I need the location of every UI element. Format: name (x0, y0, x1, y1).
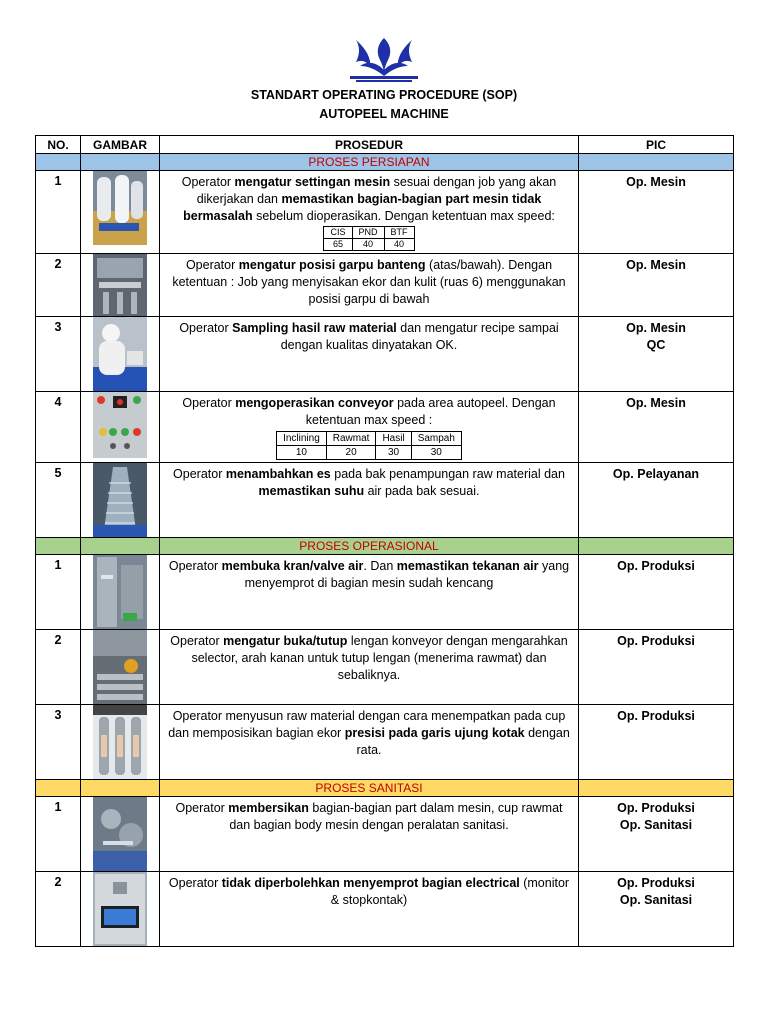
photo-cup-arrangement (93, 705, 147, 779)
speed-header: BTF (384, 227, 414, 239)
table-row (36, 630, 734, 705)
procedure-segment: Operator (168, 876, 222, 890)
procedure-emphasis: memastikan tekanan air (396, 559, 539, 573)
machine-title: AUTOPEEL MACHINE (319, 107, 449, 121)
section-cell (579, 154, 734, 171)
speed-table (323, 226, 414, 251)
row-photo-cell (81, 630, 160, 705)
pic-cell (579, 872, 734, 947)
section-row-persiapan (36, 154, 734, 171)
table-row (36, 317, 734, 392)
col-header-pic: PIC (579, 136, 734, 154)
pic-cell (579, 463, 734, 538)
section-cell (579, 780, 734, 797)
procedure-emphasis: menambahkan es (225, 467, 331, 481)
procedure-segment: Operator (182, 396, 236, 410)
procedure-text (160, 797, 579, 872)
section-row-operasional (36, 538, 734, 555)
procedure-segment: . Dan (363, 559, 397, 573)
table-row (36, 463, 734, 538)
procedure-segment: (monitor & stopkontak) (330, 876, 570, 907)
procedure-emphasis: presisi pada garis ujung kotak (344, 726, 525, 740)
procedure-emphasis: mengoperasikan conveyor (235, 396, 394, 410)
procedure-paragraph (166, 558, 572, 592)
photo-cleaning (93, 797, 147, 871)
row-number: 2 (36, 872, 81, 947)
procedure-segment: Operator (179, 321, 233, 335)
pic-name: Op. Sanitasi (619, 893, 693, 907)
section-cell (36, 538, 81, 555)
photo-conveyor-panel (93, 392, 147, 458)
procedure-segment: dan mengatur recipe sampai dengan kualitas dinyatakan OK. (280, 321, 559, 352)
pic-name: Op. Sanitasi (619, 818, 693, 832)
procedure-segment: (atas/bawah). Dengan ketentuan : Job yang menyisakan ekor dan kulit (ruas 6) menggunakan posisi garpu di bawah (172, 258, 566, 306)
speed-header: Hasil (376, 432, 411, 446)
procedure-text (160, 555, 579, 630)
procedure-emphasis: mengatur buka/tutup (223, 634, 348, 648)
speed-header-row (324, 227, 414, 239)
pic-name: Op. Mesin (626, 321, 686, 335)
section-cell (36, 780, 81, 797)
col-header-no: NO. (36, 136, 81, 154)
row-photo-cell (81, 463, 160, 538)
table-row (36, 171, 734, 254)
row-number: 3 (36, 317, 81, 392)
row-number: 2 (36, 630, 81, 705)
procedure-text (160, 705, 579, 780)
procedure-text (160, 254, 579, 317)
speed-value: 40 (384, 239, 414, 251)
table-row (36, 705, 734, 780)
procedure-paragraph (166, 174, 572, 225)
pic-cell (579, 171, 734, 254)
section-label (160, 538, 579, 555)
pic-cell (579, 254, 734, 317)
table-header-row (36, 136, 734, 154)
section-cell (81, 780, 160, 797)
procedure-paragraph (166, 320, 572, 354)
procedure-segment: pada bak penampungan raw material dan (330, 467, 565, 481)
speed-header: CIS (324, 227, 352, 239)
photo-ice-tank (93, 463, 147, 537)
procedure-segment: air pada bak sesuai. (364, 484, 480, 498)
pic-name: Op. Mesin (626, 396, 686, 410)
procedure-segment: pada area autopeel. Dengan ketentuan max speed : (305, 396, 556, 427)
speed-table (276, 431, 462, 460)
section-title: PROSES SANITASI (315, 781, 423, 795)
table-row (36, 254, 734, 317)
procedure-emphasis: memastikan bagian-bagian part mesin tidak bermasalah (183, 192, 542, 223)
row-number: 1 (36, 555, 81, 630)
company-logo (346, 36, 422, 84)
section-cell (579, 538, 734, 555)
procedure-emphasis: mengatur settingan mesin (234, 175, 391, 189)
photo-selector-arm (93, 630, 147, 704)
pic-name: Op. Mesin (626, 175, 686, 189)
section-row-sanitasi (36, 780, 734, 797)
procedure-paragraph (166, 395, 572, 429)
section-cell (81, 154, 160, 171)
procedure-segment: Operator (185, 258, 239, 272)
speed-value: 10 (277, 446, 327, 460)
procedure-text (160, 317, 579, 392)
speed-value: 65 (324, 239, 352, 251)
speed-header: Sampah (411, 432, 461, 446)
col-header-prosedur: PROSEDUR (160, 136, 579, 154)
pic-name: Op. Produksi (617, 876, 695, 890)
procedure-segment: dengan rata. (356, 726, 570, 757)
speed-header-row (277, 432, 462, 446)
table-row (36, 392, 734, 463)
row-photo-cell (81, 254, 160, 317)
procedure-paragraph (166, 257, 572, 308)
photo-garpu-banteng (93, 254, 147, 316)
pic-cell (579, 555, 734, 630)
section-label (160, 154, 579, 171)
procedure-paragraph (166, 633, 572, 684)
photo-machine-setting (93, 171, 147, 245)
photo-water-valve (93, 555, 147, 629)
table-row (36, 797, 734, 872)
procedure-segment: sebelum dioperasikan. Dengan ketentuan max speed: (252, 209, 555, 223)
row-photo-cell (81, 705, 160, 780)
pic-cell (579, 705, 734, 780)
pic-name: QC (646, 338, 666, 352)
procedure-segment: Operator (175, 801, 229, 815)
photo-electrical-panel (93, 872, 147, 946)
speed-value: 30 (411, 446, 461, 460)
speed-value: 40 (352, 239, 384, 251)
row-photo-cell (81, 797, 160, 872)
procedure-paragraph (166, 800, 572, 834)
procedure-segment: Operator menyusun raw material dengan cara menempatkan pada cup dan memposisikan bagian ekor (168, 709, 566, 740)
procedure-segment: Operator (173, 467, 226, 481)
procedure-text (160, 392, 579, 463)
row-number: 1 (36, 171, 81, 254)
section-title: PROSES PERSIAPAN (308, 155, 430, 169)
procedure-text (160, 630, 579, 705)
procedure-text (160, 872, 579, 947)
section-cell (81, 538, 160, 555)
pic-name: Op. Pelayanan (612, 467, 700, 481)
row-photo-cell (81, 555, 160, 630)
pic-name: Op. Produksi (617, 801, 695, 815)
pic-cell (579, 392, 734, 463)
procedure-text (160, 171, 579, 254)
speed-value-row (324, 239, 414, 251)
procedure-segment: bagian-bagian part dalam mesin, cup rawmat dan bagian body mesin dengan peralatan sanitasi. (229, 801, 563, 832)
row-photo-cell (81, 171, 160, 254)
speed-value: 20 (326, 446, 376, 460)
speed-header: Rawmat (326, 432, 376, 446)
pic-cell (579, 797, 734, 872)
procedure-emphasis: membuka kran/valve air (221, 559, 364, 573)
procedure-paragraph (166, 708, 572, 759)
col-header-gambar: GAMBAR (81, 136, 160, 154)
section-label (160, 780, 579, 797)
procedure-emphasis: membersikan (228, 801, 309, 815)
sop-table (35, 135, 734, 947)
procedure-segment: yang menyemprot di bagian mesin sudah kencang (244, 559, 570, 590)
pic-cell (579, 317, 734, 392)
row-number: 3 (36, 705, 81, 780)
photo-sampling (93, 317, 147, 391)
document-title: STANDART OPERATING PROCEDURE (SOP) (250, 88, 518, 102)
section-title: PROSES OPERASIONAL (299, 539, 439, 553)
row-number: 1 (36, 797, 81, 872)
row-photo-cell (81, 392, 160, 463)
speed-header: Inclining (277, 432, 327, 446)
pic-cell (579, 630, 734, 705)
row-number: 4 (36, 392, 81, 463)
pic-name: Op. Produksi (617, 559, 695, 573)
row-photo-cell (81, 872, 160, 947)
row-number: 5 (36, 463, 81, 538)
pic-name: Op. Produksi (617, 709, 695, 723)
procedure-segment: Operator (181, 175, 235, 189)
speed-value-row (277, 446, 462, 460)
procedure-emphasis: memastikan suhu (258, 484, 365, 498)
procedure-text (160, 463, 579, 538)
section-cell (36, 154, 81, 171)
row-photo-cell (81, 317, 160, 392)
procedure-emphasis: tidak diperbolehkan menyemprot bagian electrical (221, 876, 520, 890)
speed-value: 30 (376, 446, 411, 460)
pic-name: Op. Mesin (626, 258, 686, 272)
speed-header: PND (352, 227, 384, 239)
table-row (36, 555, 734, 630)
procedure-paragraph (166, 466, 572, 500)
procedure-segment: sesuai dengan job yang akan dikerjakan dan (196, 175, 557, 206)
procedure-emphasis: mengatur posisi garpu banteng (238, 258, 426, 272)
procedure-segment: Operator (168, 559, 222, 573)
row-number: 2 (36, 254, 81, 317)
procedure-segment: Operator (170, 634, 224, 648)
procedure-paragraph (166, 875, 572, 909)
pic-name: Op. Produksi (617, 634, 695, 648)
table-row (36, 872, 734, 947)
procedure-emphasis: Sampling hasil raw material (232, 321, 397, 335)
procedure-segment: lengan konveyor dengan mengarahkan selector, arah kanan untuk tutup lengan (menerima rawmat) dan sebaliknya. (191, 634, 568, 682)
